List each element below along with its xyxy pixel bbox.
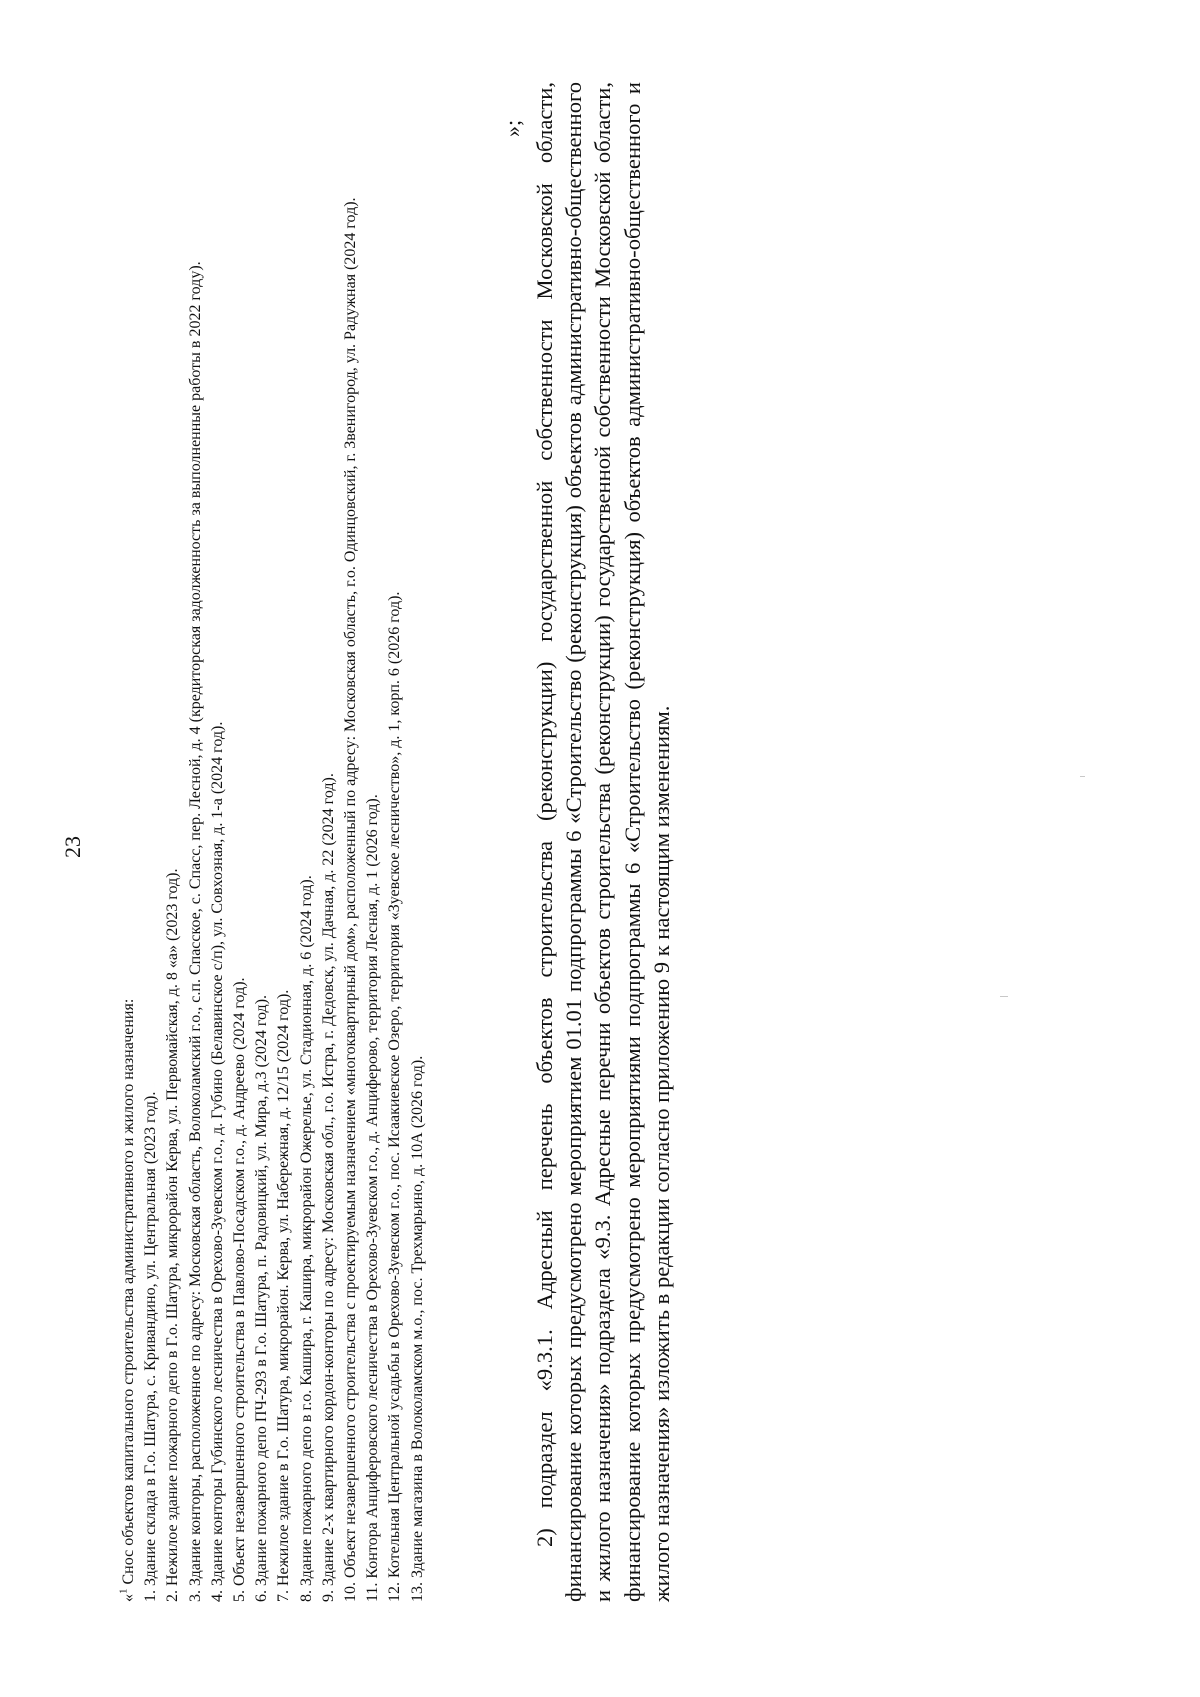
scan-artifact xyxy=(1000,996,1008,997)
footnote-item-12: 12. Котельная Центральной усадьбы в Орехово-Зуевском г.о., пос. Исаакиевское Озеро, территория «Зуевское лесничество», д. 1, корп. 6 (2026 год). xyxy=(386,591,404,1602)
page-number: 23 xyxy=(60,836,85,858)
footnote-item-3: 3. Здание конторы, расположенное по адресу: Московская область, Волоколамский г.о., с.п. Спасское, с. Спасс, пер. Лесной, д. 4 (кредиторская задолженность за выполненные работы в 2022 году). xyxy=(186,261,204,1602)
scan-artifact xyxy=(1080,776,1085,777)
footnote-open-quote: « xyxy=(120,1594,137,1602)
footnote-item-4: 4. Здание конторы Губинского лесничества в Орехово-Зуевском г.о., д. Губино (Белавинское с/п), ул. Совхозная, д. 1-а (2024 год). xyxy=(208,721,226,1602)
footnote-item-6: 6. Здание пожарного депо ПЧ-293 в Г.о. Шатура, п. Радовицкий, ул. Мира, д.3 (2024 год). xyxy=(253,994,271,1602)
footnote-intro-text: Снос объектов капитального строительства административного и жилого назначения: xyxy=(120,998,137,1589)
footnote-marker: 1 xyxy=(117,1588,130,1594)
footnote-item-5: 5. Объект незавершенного строительства в Павлово-Посадском г.о., д. Андреево (2024 год). xyxy=(231,977,249,1602)
footnote-intro xyxy=(118,82,140,1602)
footnote-item-8: 8. Здание пожарного депо в г.о. Кашира, г. Кашира, микрорайон Ожерелье, ул. Стадионная, д. 6 (2024 год). xyxy=(297,875,315,1602)
footnote-item-2: 2. Нежилое здание пожарного депо в Г.о. Шатура, микрорайон Керва, ул. Первомайская, д. 8 «а» (2023 год). xyxy=(164,868,182,1602)
footnote-item-10: 10. Объект незавершенного строительства с проектируемым назначением «многоквартирный дом», расположенный по адресу: Московская область, г.о. Одинцовский, г. Звенигород, ул. Радужная (2024 год). xyxy=(342,197,360,1602)
footnote-block xyxy=(118,82,429,1602)
amendment-paragraph: 2) подраздел «9.3.1. Адресный перечень объектов строительства (реконструкции) государственной собственности Московской области, финансирование которых предусмотрено мероприятием 01.01 подпрограммы 6 «Строительство (реконструкция) объектов административно-общественного и жилого назначения» подраздела «9.3. Адресные перечни объектов строительства (реконструкции) государственной собственности Московской области, финансирование которых предусмотрено мероприятиями подпрограммы 6 «Строительство (реконструкция) объектов административно-общественного и жилого назначения» изложить в редакции согласно приложению 9 к настоящим изменениям. xyxy=(532,82,674,1602)
footnote-end-mark: »; xyxy=(500,119,525,137)
footnote-item-13: 13. Здание магазина в Волоколамском м.о., пос. Трехмарьино, д. 10А (2026 год). xyxy=(408,1055,426,1602)
footnote-item-7: 7. Нежилое здание в Г.о. Шатура, микрорайон. Керва, ул. Набережная, д. 12/15 (2024 год). xyxy=(275,989,293,1602)
footnote-item-9: 9. Здание 2-х квартирного кордон-конторы по адресу: Московская обл., г.о. Истра, г. Дедовск, ул. Дачная, д. 22 (2024 год). xyxy=(319,773,337,1602)
footnote-item-11: 11. Контора Анциферовского лесничества в Орехово-Зуевском г.о., д. Анциферово, территория Лесная, д. 1 (2026 год). xyxy=(364,794,382,1602)
footnote-item-1: 1. Здание склада в Г.о. Шатура, с. Кривандино, ул. Центральная (2023 год). xyxy=(142,1091,160,1602)
